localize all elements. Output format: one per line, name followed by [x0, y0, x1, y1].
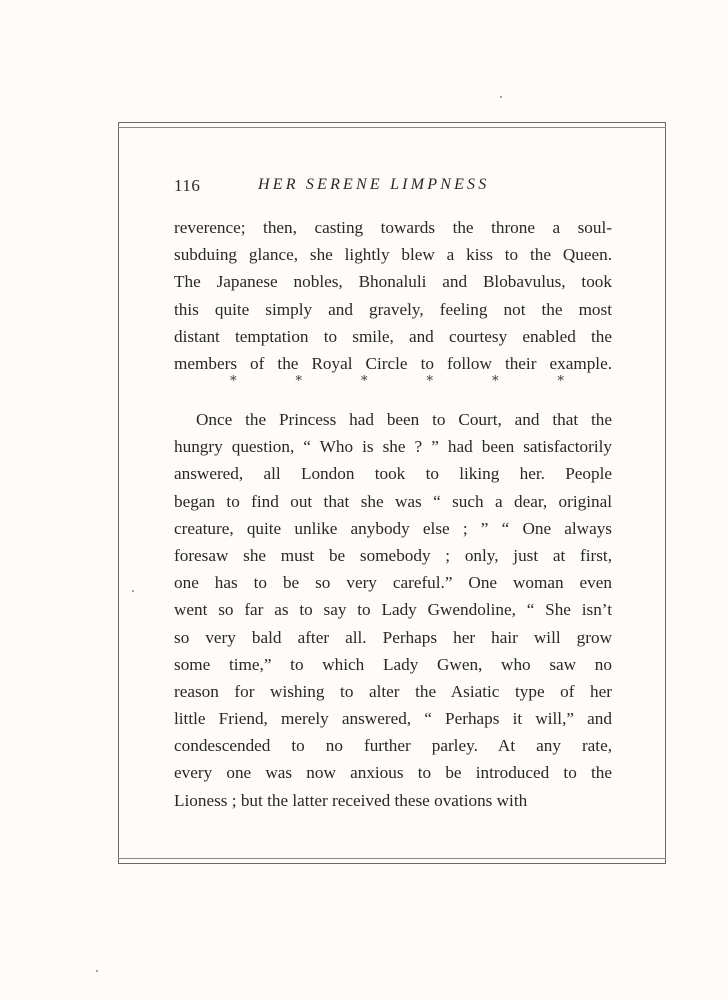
text-line: The Japanese nobles, Bhonaluli and Blobavulus, took	[174, 272, 612, 292]
paper-speck	[500, 96, 502, 98]
text-line: Lioness ; but the latter received these ovations with	[174, 790, 528, 810]
separator-asterisk: *	[492, 374, 499, 389]
separator-asterisk: *	[295, 374, 302, 389]
text-line: began to find out that she was “ such a dear, original	[174, 491, 612, 511]
page-number: 116	[174, 176, 201, 195]
text-line: every one was now anxious to be introduced to the	[174, 763, 612, 783]
text-line: condescended to no further parley. At any rate,	[174, 736, 612, 756]
paragraph-1	[174, 214, 612, 377]
section-separator	[230, 374, 564, 396]
text-line: creature, quite unlike anybody else ; ” “ One always	[174, 518, 612, 538]
text-line: answered, all London took to liking her. People	[174, 464, 612, 484]
text-line: so very bald after all. Perhaps her hair will grow	[174, 627, 612, 647]
separator-asterisk: *	[361, 374, 368, 389]
text-line: members of the Royal Circle to follow their example.	[174, 353, 612, 373]
paper-speck	[96, 970, 98, 972]
text-line: reverence; then, casting towards the throne a soul-	[174, 218, 612, 237]
text-line: Once the Princess had been to Court, and that the	[196, 410, 612, 429]
text-line: distant temptation to smile, and courtesy enabled the	[174, 326, 612, 346]
separator-asterisk: *	[557, 374, 564, 389]
paper-speck	[132, 590, 134, 592]
text-line: reason for wishing to alter the Asiatic type of her	[174, 681, 612, 701]
text-line: went so far as to say to Lady Gwendoline, “ She isn’t	[174, 600, 612, 620]
running-header	[174, 176, 612, 200]
text-line: hungry question, “ Who is she ? ” had been satisfactorily	[174, 437, 612, 457]
separator-asterisk: *	[230, 374, 237, 389]
text-line: subduing glance, she lightly blew a kiss to the Queen.	[174, 245, 612, 265]
text-line: little Friend, merely answered, “ Perhaps it will,” and	[174, 709, 612, 729]
text-line: foresaw she must be somebody ; only, just at first,	[174, 545, 612, 565]
separator-asterisk: *	[426, 374, 433, 389]
page-border-inner-bottom	[118, 858, 666, 859]
running-title: HER SERENE LIMPNESS	[258, 176, 490, 193]
text-line: this quite simply and gravely, feeling not the most	[174, 299, 612, 319]
paragraph-2	[174, 406, 612, 814]
text-line: one has to be so very careful.” One woman even	[174, 573, 612, 593]
text-line: some time,” to which Lady Gwen, who saw no	[174, 654, 612, 674]
page-border-inner-top	[118, 127, 666, 128]
